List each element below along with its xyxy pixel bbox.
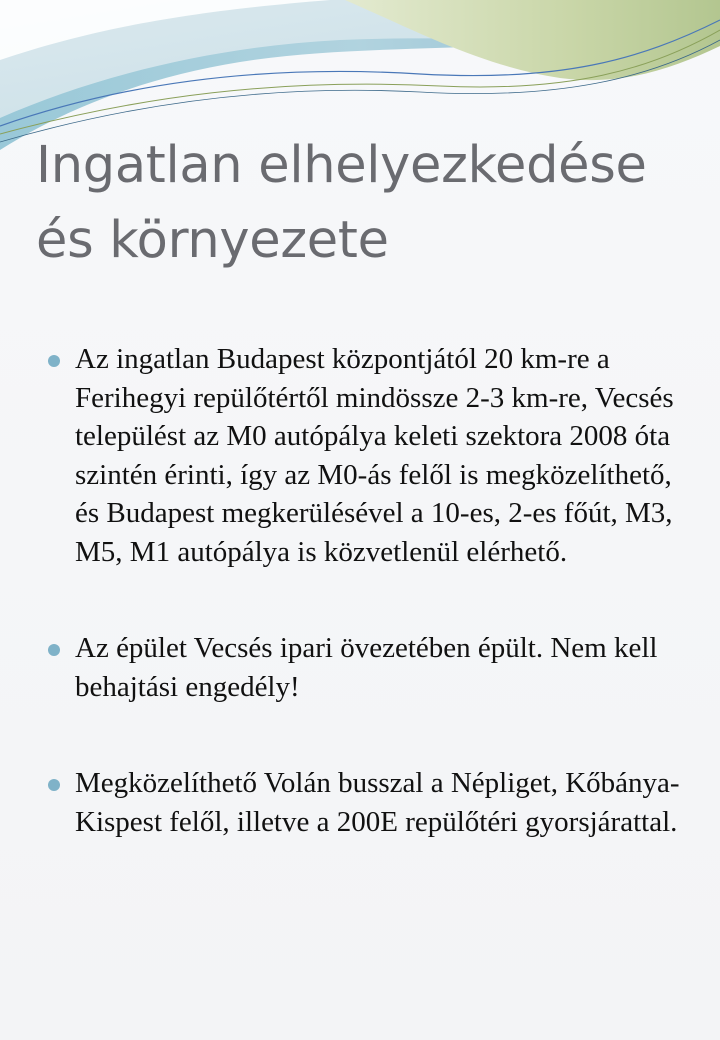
bullet-point-icon (48, 355, 60, 367)
bullet-item-industrial-zone (48, 629, 688, 706)
bullet-point-icon (48, 779, 60, 791)
bullet-text: Megközelíthető Volán busszal a Népliget, Kőbánya-Kispest felől, illetve a 200E repülőtéri gyorsjárattal. (75, 767, 680, 838)
bullet-item-bus-access (48, 764, 688, 841)
bullet-text: Az épület Vecsés ipari övezetében épült. Nem kell behajtási engedély! (75, 632, 658, 703)
bullet-list (48, 340, 688, 841)
bullet-text: Az ingatlan Budapest központjától 20 km-re a Ferihegyi repülőtértől mindössze 2-3 km-re, Vecsés települést az M0 autópálya keleti szektora 2008 óta szintén érinti, így az M0-ás felől is megközelíthető, és Budapest megkerülésével a 10-es, 2-es főút, M3, M5, M1 autópálya is közvetlenül elérhető. (75, 343, 674, 568)
slide-title (36, 128, 696, 278)
bullet-item-location (48, 340, 688, 571)
bullet-point-icon (48, 644, 60, 656)
slide-title-line-1: Ingatlan elhelyezkedése (36, 136, 647, 195)
slide-title-line-2: és környezete (36, 211, 389, 270)
